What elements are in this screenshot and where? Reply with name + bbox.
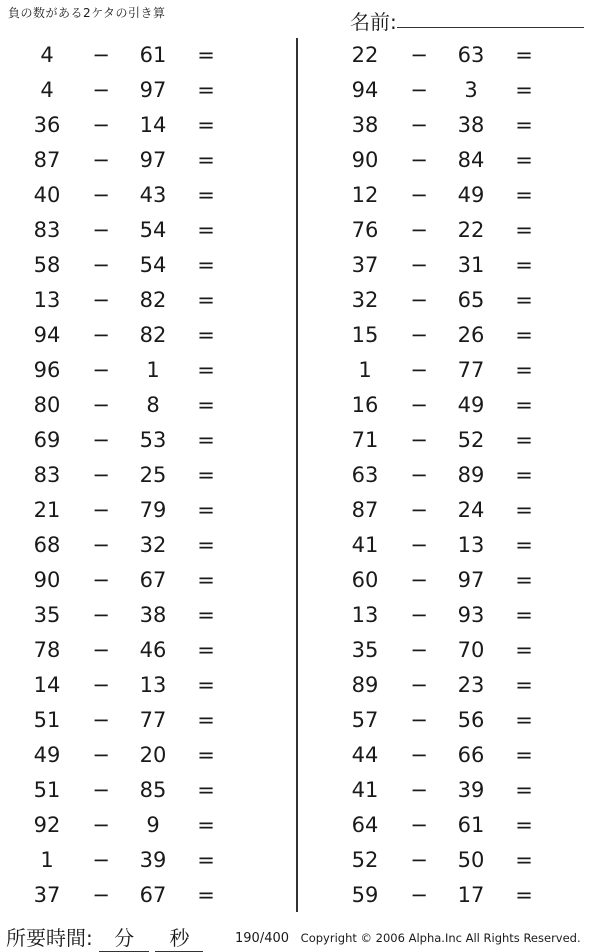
subtrahend: 22 xyxy=(457,218,485,242)
equals-sign: = xyxy=(197,288,215,312)
minus-sign: − xyxy=(92,498,110,522)
subtrahend: 63 xyxy=(457,43,485,67)
minus-sign: − xyxy=(410,288,428,312)
equals-sign: = xyxy=(515,883,533,907)
problem-row xyxy=(0,353,280,388)
minuend: 4 xyxy=(40,43,54,67)
minuend: 1 xyxy=(358,358,372,382)
minuend: 94 xyxy=(33,323,61,347)
subtrahend: 54 xyxy=(139,218,167,242)
minuend: 36 xyxy=(33,113,61,137)
problem-row xyxy=(318,178,598,213)
minus-sign: − xyxy=(92,673,110,697)
problem-row xyxy=(318,703,598,738)
equals-sign: = xyxy=(197,778,215,802)
equals-sign: = xyxy=(197,253,215,277)
minus-sign: − xyxy=(92,148,110,172)
minus-sign: − xyxy=(92,43,110,67)
minuend: 37 xyxy=(351,253,379,277)
minus-sign: − xyxy=(92,533,110,557)
subtrahend: 79 xyxy=(139,498,167,522)
subtrahend: 24 xyxy=(457,498,485,522)
minuend: 60 xyxy=(351,568,379,592)
subtrahend: 43 xyxy=(139,183,167,207)
subtrahend: 39 xyxy=(457,778,485,802)
equals-sign: = xyxy=(197,78,215,102)
equals-sign: = xyxy=(197,743,215,767)
subtrahend: 89 xyxy=(457,463,485,487)
page-number: 190/400 xyxy=(235,931,290,946)
minuend: 22 xyxy=(351,43,379,67)
problem-row xyxy=(0,878,280,913)
equals-sign: = xyxy=(515,253,533,277)
minuend: 90 xyxy=(33,568,61,592)
minus-sign: − xyxy=(92,358,110,382)
subtrahend: 77 xyxy=(457,358,485,382)
minuend: 4 xyxy=(40,78,54,102)
problem-row xyxy=(0,178,280,213)
problem-row xyxy=(0,563,280,598)
subtrahend: 56 xyxy=(457,708,485,732)
equals-sign: = xyxy=(515,428,533,452)
minutes-label: 分 xyxy=(114,926,135,950)
problem-row xyxy=(0,808,280,843)
subtrahend: 82 xyxy=(139,323,167,347)
problem-row xyxy=(0,248,280,283)
minus-sign: − xyxy=(92,393,110,417)
subtrahend: 82 xyxy=(139,288,167,312)
minuend: 35 xyxy=(33,603,61,627)
minuend: 40 xyxy=(33,183,61,207)
equals-sign: = xyxy=(197,708,215,732)
problem-row xyxy=(0,493,280,528)
problem-row xyxy=(0,528,280,563)
problem-row xyxy=(318,843,598,878)
minus-sign: − xyxy=(410,638,428,662)
problem-row xyxy=(318,388,598,423)
minus-sign: − xyxy=(410,393,428,417)
name-field-line[interactable] xyxy=(397,27,584,28)
minuend: 32 xyxy=(351,288,379,312)
subtrahend: 84 xyxy=(457,148,485,172)
subtrahend: 1 xyxy=(146,358,160,382)
minuend: 69 xyxy=(33,428,61,452)
subtrahend: 97 xyxy=(139,148,167,172)
equals-sign: = xyxy=(515,43,533,67)
minuend: 49 xyxy=(33,743,61,767)
minus-sign: − xyxy=(92,883,110,907)
minus-sign: − xyxy=(410,43,428,67)
problem-row xyxy=(318,213,598,248)
subtrahend: 49 xyxy=(457,183,485,207)
problem-row xyxy=(318,738,598,773)
minus-sign: − xyxy=(410,498,428,522)
problem-row xyxy=(318,808,598,843)
equals-sign: = xyxy=(197,883,215,907)
subtrahend: 38 xyxy=(139,603,167,627)
subtrahend: 54 xyxy=(139,253,167,277)
copyright-notice: Copyright © 2006 Alpha.Inc All Rights Reserved. xyxy=(300,931,581,945)
minus-sign: − xyxy=(410,673,428,697)
equals-sign: = xyxy=(515,393,533,417)
subtrahend: 25 xyxy=(139,463,167,487)
minus-sign: − xyxy=(410,218,428,242)
problem-row xyxy=(0,703,280,738)
problem-row xyxy=(0,773,280,808)
minus-sign: − xyxy=(92,743,110,767)
problem-row xyxy=(318,143,598,178)
problem-row xyxy=(318,108,598,143)
minus-sign: − xyxy=(92,463,110,487)
equals-sign: = xyxy=(197,43,215,67)
minuend: 78 xyxy=(33,638,61,662)
problem-row xyxy=(318,283,598,318)
equals-sign: = xyxy=(197,393,215,417)
minuend: 71 xyxy=(351,428,379,452)
subtrahend: 61 xyxy=(457,813,485,837)
minuend: 15 xyxy=(351,323,379,347)
problem-row xyxy=(318,248,598,283)
minuend: 57 xyxy=(351,708,379,732)
subtrahend: 67 xyxy=(139,568,167,592)
minuend: 14 xyxy=(33,673,61,697)
subtrahend: 13 xyxy=(139,673,167,697)
equals-sign: = xyxy=(197,568,215,592)
time-label: 所要時間: xyxy=(6,926,93,950)
equals-sign: = xyxy=(515,78,533,102)
subtrahend: 20 xyxy=(139,743,167,767)
minus-sign: − xyxy=(410,358,428,382)
minuend: 41 xyxy=(351,778,379,802)
right-problem-column xyxy=(318,38,598,913)
problem-row xyxy=(318,353,598,388)
minutes-blank[interactable] xyxy=(99,922,149,952)
minuend: 80 xyxy=(33,393,61,417)
minus-sign: − xyxy=(92,603,110,627)
problem-row xyxy=(318,38,598,73)
equals-sign: = xyxy=(515,743,533,767)
minuend: 51 xyxy=(33,708,61,732)
equals-sign: = xyxy=(197,183,215,207)
minus-sign: − xyxy=(92,848,110,872)
equals-sign: = xyxy=(197,848,215,872)
equals-sign: = xyxy=(515,568,533,592)
subtrahend: 97 xyxy=(139,78,167,102)
equals-sign: = xyxy=(197,428,215,452)
subtrahend: 85 xyxy=(139,778,167,802)
subtrahend: 67 xyxy=(139,883,167,907)
minuend: 92 xyxy=(33,813,61,837)
minuend: 63 xyxy=(351,463,379,487)
minuend: 13 xyxy=(351,603,379,627)
equals-sign: = xyxy=(515,183,533,207)
subtrahend: 50 xyxy=(457,848,485,872)
minuend: 83 xyxy=(33,218,61,242)
equals-sign: = xyxy=(515,813,533,837)
equals-sign: = xyxy=(197,813,215,837)
equals-sign: = xyxy=(197,358,215,382)
minus-sign: − xyxy=(92,78,110,102)
equals-sign: = xyxy=(197,533,215,557)
equals-sign: = xyxy=(197,113,215,137)
name-label: 名前: xyxy=(350,10,397,34)
equals-sign: = xyxy=(515,498,533,522)
minus-sign: − xyxy=(92,813,110,837)
equals-sign: = xyxy=(515,288,533,312)
subtrahend: 23 xyxy=(457,673,485,697)
minus-sign: − xyxy=(410,568,428,592)
minus-sign: − xyxy=(410,883,428,907)
equals-sign: = xyxy=(515,533,533,557)
problem-row xyxy=(0,318,280,353)
equals-sign: = xyxy=(515,358,533,382)
problem-row xyxy=(318,458,598,493)
minuend: 87 xyxy=(33,148,61,172)
equals-sign: = xyxy=(197,218,215,242)
subtrahend: 26 xyxy=(457,323,485,347)
subtrahend: 3 xyxy=(464,78,478,102)
minuend: 16 xyxy=(351,393,379,417)
minus-sign: − xyxy=(410,428,428,452)
equals-sign: = xyxy=(515,778,533,802)
equals-sign: = xyxy=(515,148,533,172)
minuend: 83 xyxy=(33,463,61,487)
equals-sign: = xyxy=(515,848,533,872)
equals-sign: = xyxy=(197,463,215,487)
minuend: 76 xyxy=(351,218,379,242)
minus-sign: − xyxy=(410,183,428,207)
equals-sign: = xyxy=(515,673,533,697)
minuend: 64 xyxy=(351,813,379,837)
problem-row xyxy=(0,633,280,668)
subtrahend: 13 xyxy=(457,533,485,557)
minuend: 87 xyxy=(351,498,379,522)
seconds-label: 秒 xyxy=(169,926,190,950)
minuend: 58 xyxy=(33,253,61,277)
equals-sign: = xyxy=(197,323,215,347)
subtrahend: 17 xyxy=(457,883,485,907)
minuend: 41 xyxy=(351,533,379,557)
minus-sign: − xyxy=(410,778,428,802)
problem-row xyxy=(0,458,280,493)
minuend: 96 xyxy=(33,358,61,382)
minus-sign: − xyxy=(92,638,110,662)
subtrahend: 38 xyxy=(457,113,485,137)
footer-meta xyxy=(235,931,581,946)
equals-sign: = xyxy=(515,463,533,487)
minus-sign: − xyxy=(92,288,110,312)
problem-row xyxy=(0,108,280,143)
worksheet-title: 負の数がある2ケタの引き算 xyxy=(8,6,166,20)
subtrahend: 77 xyxy=(139,708,167,732)
problem-row xyxy=(318,73,598,108)
equals-sign: = xyxy=(515,323,533,347)
minuend: 21 xyxy=(33,498,61,522)
minus-sign: − xyxy=(410,253,428,277)
minus-sign: − xyxy=(92,113,110,137)
subtrahend: 66 xyxy=(457,743,485,767)
subtrahend: 70 xyxy=(457,638,485,662)
problem-row xyxy=(318,633,598,668)
left-problem-column xyxy=(0,38,280,913)
minuend: 44 xyxy=(351,743,379,767)
minus-sign: − xyxy=(92,218,110,242)
seconds-blank[interactable] xyxy=(155,922,203,952)
equals-sign: = xyxy=(197,673,215,697)
minuend: 13 xyxy=(33,288,61,312)
problem-row xyxy=(0,73,280,108)
equals-sign: = xyxy=(515,113,533,137)
problem-row xyxy=(0,598,280,633)
minus-sign: − xyxy=(410,848,428,872)
minus-sign: − xyxy=(410,463,428,487)
subtrahend: 32 xyxy=(139,533,167,557)
minus-sign: − xyxy=(410,533,428,557)
problem-row xyxy=(318,878,598,913)
problem-row xyxy=(0,283,280,318)
subtrahend: 49 xyxy=(457,393,485,417)
minuend: 68 xyxy=(33,533,61,557)
problem-row xyxy=(0,843,280,878)
equals-sign: = xyxy=(197,498,215,522)
minus-sign: − xyxy=(92,253,110,277)
minuend: 51 xyxy=(33,778,61,802)
subtrahend: 61 xyxy=(139,43,167,67)
minus-sign: − xyxy=(410,113,428,137)
minus-sign: − xyxy=(410,743,428,767)
column-divider xyxy=(296,38,298,912)
problem-row xyxy=(0,213,280,248)
minus-sign: − xyxy=(410,603,428,627)
equals-sign: = xyxy=(197,638,215,662)
equals-sign: = xyxy=(515,218,533,242)
subtrahend: 31 xyxy=(457,253,485,277)
minus-sign: − xyxy=(92,568,110,592)
equals-sign: = xyxy=(515,708,533,732)
problem-row xyxy=(318,423,598,458)
minus-sign: − xyxy=(92,323,110,347)
minus-sign: − xyxy=(410,323,428,347)
subtrahend: 52 xyxy=(457,428,485,452)
minuend: 38 xyxy=(351,113,379,137)
subtrahend: 39 xyxy=(139,848,167,872)
minuend: 1 xyxy=(40,848,54,872)
subtrahend: 9 xyxy=(146,813,160,837)
problem-row xyxy=(318,493,598,528)
equals-sign: = xyxy=(197,148,215,172)
minus-sign: − xyxy=(92,708,110,732)
problem-row xyxy=(0,423,280,458)
minuend: 52 xyxy=(351,848,379,872)
problem-row xyxy=(0,143,280,178)
minuend: 37 xyxy=(33,883,61,907)
equals-sign: = xyxy=(515,603,533,627)
minuend: 12 xyxy=(351,183,379,207)
minuend: 35 xyxy=(351,638,379,662)
problem-row xyxy=(318,563,598,598)
minuend: 89 xyxy=(351,673,379,697)
problem-row xyxy=(318,318,598,353)
problem-row xyxy=(0,668,280,703)
subtrahend: 65 xyxy=(457,288,485,312)
minus-sign: − xyxy=(410,148,428,172)
subtrahend: 46 xyxy=(139,638,167,662)
minus-sign: − xyxy=(92,428,110,452)
equals-sign: = xyxy=(515,638,533,662)
equals-sign: = xyxy=(197,603,215,627)
minus-sign: − xyxy=(410,78,428,102)
subtrahend: 8 xyxy=(146,393,160,417)
problem-row xyxy=(318,773,598,808)
problem-row xyxy=(318,528,598,563)
subtrahend: 93 xyxy=(457,603,485,627)
minus-sign: − xyxy=(410,708,428,732)
subtrahend: 14 xyxy=(139,113,167,137)
problem-row xyxy=(0,38,280,73)
subtrahend: 97 xyxy=(457,568,485,592)
minus-sign: − xyxy=(410,813,428,837)
problem-row xyxy=(0,388,280,423)
minuend: 59 xyxy=(351,883,379,907)
minuend: 90 xyxy=(351,148,379,172)
minus-sign: − xyxy=(92,778,110,802)
problem-row xyxy=(318,668,598,703)
minus-sign: − xyxy=(92,183,110,207)
problem-row xyxy=(318,598,598,633)
time-taken-field xyxy=(6,922,203,952)
minuend: 94 xyxy=(351,78,379,102)
problem-row xyxy=(0,738,280,773)
subtrahend: 53 xyxy=(139,428,167,452)
